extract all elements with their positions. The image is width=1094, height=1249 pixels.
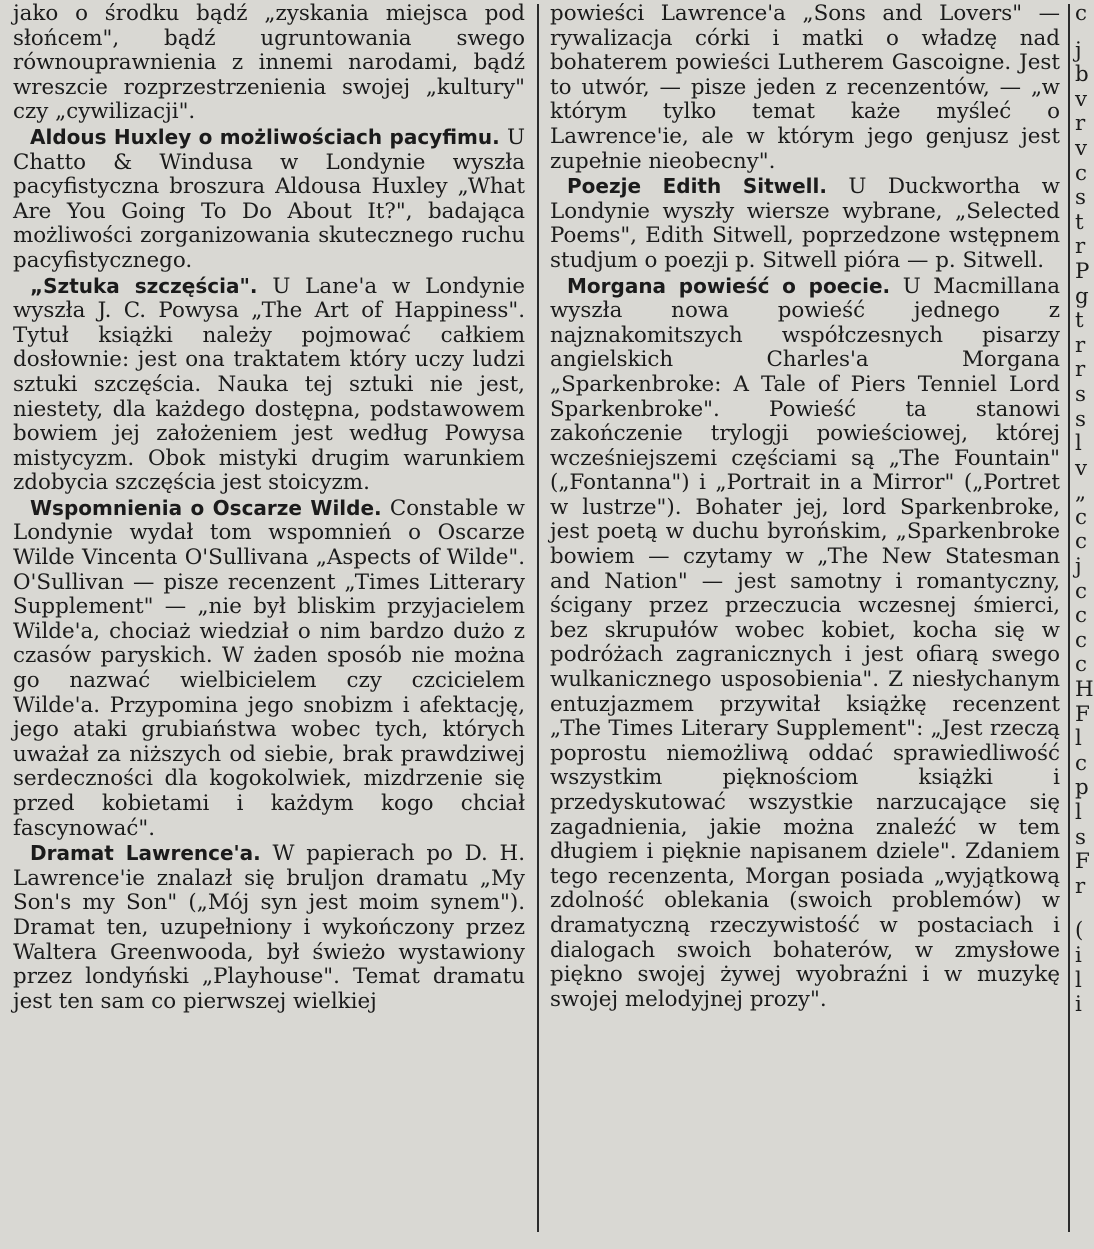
cropped-text-fragment: g xyxy=(1075,283,1089,309)
column-right-cropped xyxy=(1075,1,1094,1018)
cropped-text-fragment: r xyxy=(1075,234,1086,260)
cropped-text-fragment: r xyxy=(1075,357,1086,383)
cropped-text-fragment: c xyxy=(1075,529,1087,555)
cropped-text-fragment: i xyxy=(1075,992,1082,1018)
cropped-text-fragment: c xyxy=(1075,1,1087,26)
cropped-text-fragment: „ xyxy=(1075,480,1087,506)
article-text: powieści Lawrence'a „Sons and Lovers" — rywalizacja córki i matki o władzę nad bohaterem powieści Lutherem Gascoigne. Jest to utwór, — pisze jeden z recenzentów, — „w którym tylko temat każe myśleć o Lawrence'ie, ale w którym jego genjusz jest zupełnie nieobecny". xyxy=(550,1,1060,174)
cropped-text-fragment: c xyxy=(1075,603,1087,629)
cropped-text-fragment: c xyxy=(1075,578,1087,604)
article-heading: Aldous Huxley o możliwościach pacyfimu. xyxy=(30,124,500,149)
cropped-text-fragment: r xyxy=(1075,873,1086,899)
article-paragraph xyxy=(550,174,1060,273)
cropped-text-fragment: v xyxy=(1075,135,1088,161)
article-paragraph xyxy=(550,274,1060,1013)
cropped-text-fragment: c xyxy=(1075,504,1087,530)
article-heading: Morgana powieść o poecie. xyxy=(567,273,891,298)
column-middle xyxy=(550,2,1060,1012)
cropped-text-fragment: s xyxy=(1075,824,1086,850)
article-paragraph xyxy=(13,841,525,1014)
article-heading: Wspomnienia o Oscarze Wilde. xyxy=(30,495,382,520)
cropped-text-fragment: l xyxy=(1075,431,1082,457)
article-text: U Macmillana wyszła nowa powieść jednego z najznakomitszych współczesnych pisarzy angielskich Charles'a Morgana „Sparkenbroke: A Tale of Piers Tenniel Lord Sparkenbroke". Powieść ta stanowi zakończenie trylogji powieściowej, której wcześniejszemi częściami są „The Fountain" („Fontanna") i „Portrait in a Mirror" („Portret w lustrze"). Bohater jej, lord Sparkenbroke, jest poetą w duchu byrońskim, „Sparkenbroke bowiem — czytamy w „The New Statesman and Nation" — jest samotny i romantyczny, ścigany przez przeczucia wczesnej śmierci, bez skrupułów wobec kobiet, kocha się w podróżach zagranicznych i jest ofiarą swego wulkanicznego usposobienia". Z niesłychanym entuzjazmem przywitał książkę recenzent „The Times Literary Supplement": „Jest rzeczą poprostu niemożliwą oddać sprawiedliwość wszystkim pięknościom książki i przedyskutować wszystkie narzucające się zagadnienia, jakie można znaleźć w tem długiem i pięknie napisanem dziele". Zdaniem tego recenzenta, Morgan posiada „wyjątkową zdolność oblekania (swoich problemów) w dramatyczną rzeczywistość w postaciach i dialogach swoich bohaterów, w zmysłowe piękno swojej żywej wyobraźni i w muzykę swojej melodyjnej prozy". xyxy=(550,273,1060,1012)
article-paragraph xyxy=(13,2,525,125)
cropped-text-fragment: c xyxy=(1075,652,1087,678)
cropped-text-fragment: j xyxy=(1075,554,1082,580)
article-paragraph xyxy=(13,125,525,274)
article-paragraph xyxy=(13,496,525,841)
column-divider xyxy=(537,4,539,1232)
article-heading: Dramat Lawrence'a. xyxy=(30,841,261,866)
article-paragraph xyxy=(550,2,1060,174)
cropped-text-fragment: i xyxy=(1075,942,1082,968)
article-text: W papierach po D. H. Lawrence'ie znalazł się bruljon dramatu „My Son's my Son" („Mój syn jest moim synem"). Dramat ten, uzupełniony i wykończony przez Waltera Greenwooda, był świeżo wystawiony przez londyński „Playhouse". Temat dramatu jest ten sam co pierwszej wielkiej xyxy=(13,841,525,1014)
article-text: U Chatto & Windusa w Londynie wyszła pacyfistyczna broszura Aldousa Huxley „What Are You Going To Do About It?", badająca możliwości zorganizowania skutecznego ruchu pacyfistycznego. xyxy=(13,124,525,273)
cropped-text-fragment: l xyxy=(1075,800,1082,825)
cropped-text-fragment: b xyxy=(1075,62,1089,88)
cropped-text-fragment: s xyxy=(1075,381,1086,407)
article-text: U Duckwortha w Londynie wyszły wiersze wybrane, „Selected Poems", Edith Sitwell, poprzedzone wstępnem studjum o poezji p. Sitwell pióra — p. Sitwell. xyxy=(550,174,1060,273)
cropped-text-fragment: v xyxy=(1075,455,1088,481)
article-paragraph xyxy=(13,274,525,496)
article-text: Constable w Londynie wydał tom wspomnień o Oscarze Wilde Vincenta O'Sullivana „Aspects of Wilde". O'Sullivan — pisze recenzent „Times Litterary Supplement" — „nie był bliskim przyjacielem Wilde'a, chociaż wiedział o nim bardzo dużo z czasów paryskich. W żaden sposób nie można go nazwać wielbicielem czy czcicielem Wilde'a. Przypomina jego snobizm i afektację, jego ataki grubiaństwa wobec tych, których uważał za niższych od siebie, brak prawdziwej serdeczności dla kogokolwiek, mizdrzenie się przed kobietami i każdym kogo chciał fascynować". xyxy=(13,495,525,841)
cropped-text-fragment: l xyxy=(1075,967,1082,993)
cropped-text-fragment: P xyxy=(1075,258,1090,284)
cropped-text-fragment: t xyxy=(1075,308,1084,334)
cropped-text-fragment: p xyxy=(1075,775,1089,801)
article-text: jako o środku bądź „zyskania miejsca pod słońcem", bądź ugruntowania swego równouprawnienia z innemi narodami, bądź wreszcie rozprzestrzenienia swojej „kultury" czy „cywilizacji". xyxy=(13,1,525,125)
column-left xyxy=(13,2,525,1014)
cropped-text-fragment: v xyxy=(1075,86,1088,112)
cropped-text-fragment: s xyxy=(1075,406,1086,432)
cropped-text-fragment: r xyxy=(1075,111,1086,137)
cropped-text-fragment: ( xyxy=(1075,918,1084,944)
article-heading: Poezje Edith Sitwell. xyxy=(567,174,827,199)
cropped-text-fragment: H xyxy=(1075,677,1094,703)
cropped-text-fragment: l xyxy=(1075,726,1082,752)
cropped-text-fragment: s xyxy=(1075,185,1086,211)
article-heading: „Sztuka szczęścia". xyxy=(30,273,258,298)
article-text: U Lane'a w Londynie wyszła J. C. Powysa „The Art of Happiness". Tytuł książki należy pojmować całkiem dosłownie: jest ona traktatem który uczy ludzi sztuki szczęścia. Nauka tej sztuki nie jest, niestety, dla każdego dostępna, podstawowem bowiem jej założeniem jest według Powysa mistycyzm. Obok mistyki drugim warunkiem zdobycia szczęścia jest stoicyzm. xyxy=(13,273,525,496)
cropped-text-fragment: c xyxy=(1075,627,1087,653)
cropped-text-fragment: F xyxy=(1075,701,1090,727)
cropped-text-fragment: c xyxy=(1075,160,1087,186)
cropped-text-fragment: F xyxy=(1075,849,1090,875)
cropped-text-fragment: j xyxy=(1075,37,1082,63)
cropped-text-fragment: r xyxy=(1075,332,1086,358)
cropped-text-fragment: t xyxy=(1075,209,1084,235)
column-divider xyxy=(1068,4,1070,1232)
cropped-text-fragment: c xyxy=(1075,750,1087,776)
